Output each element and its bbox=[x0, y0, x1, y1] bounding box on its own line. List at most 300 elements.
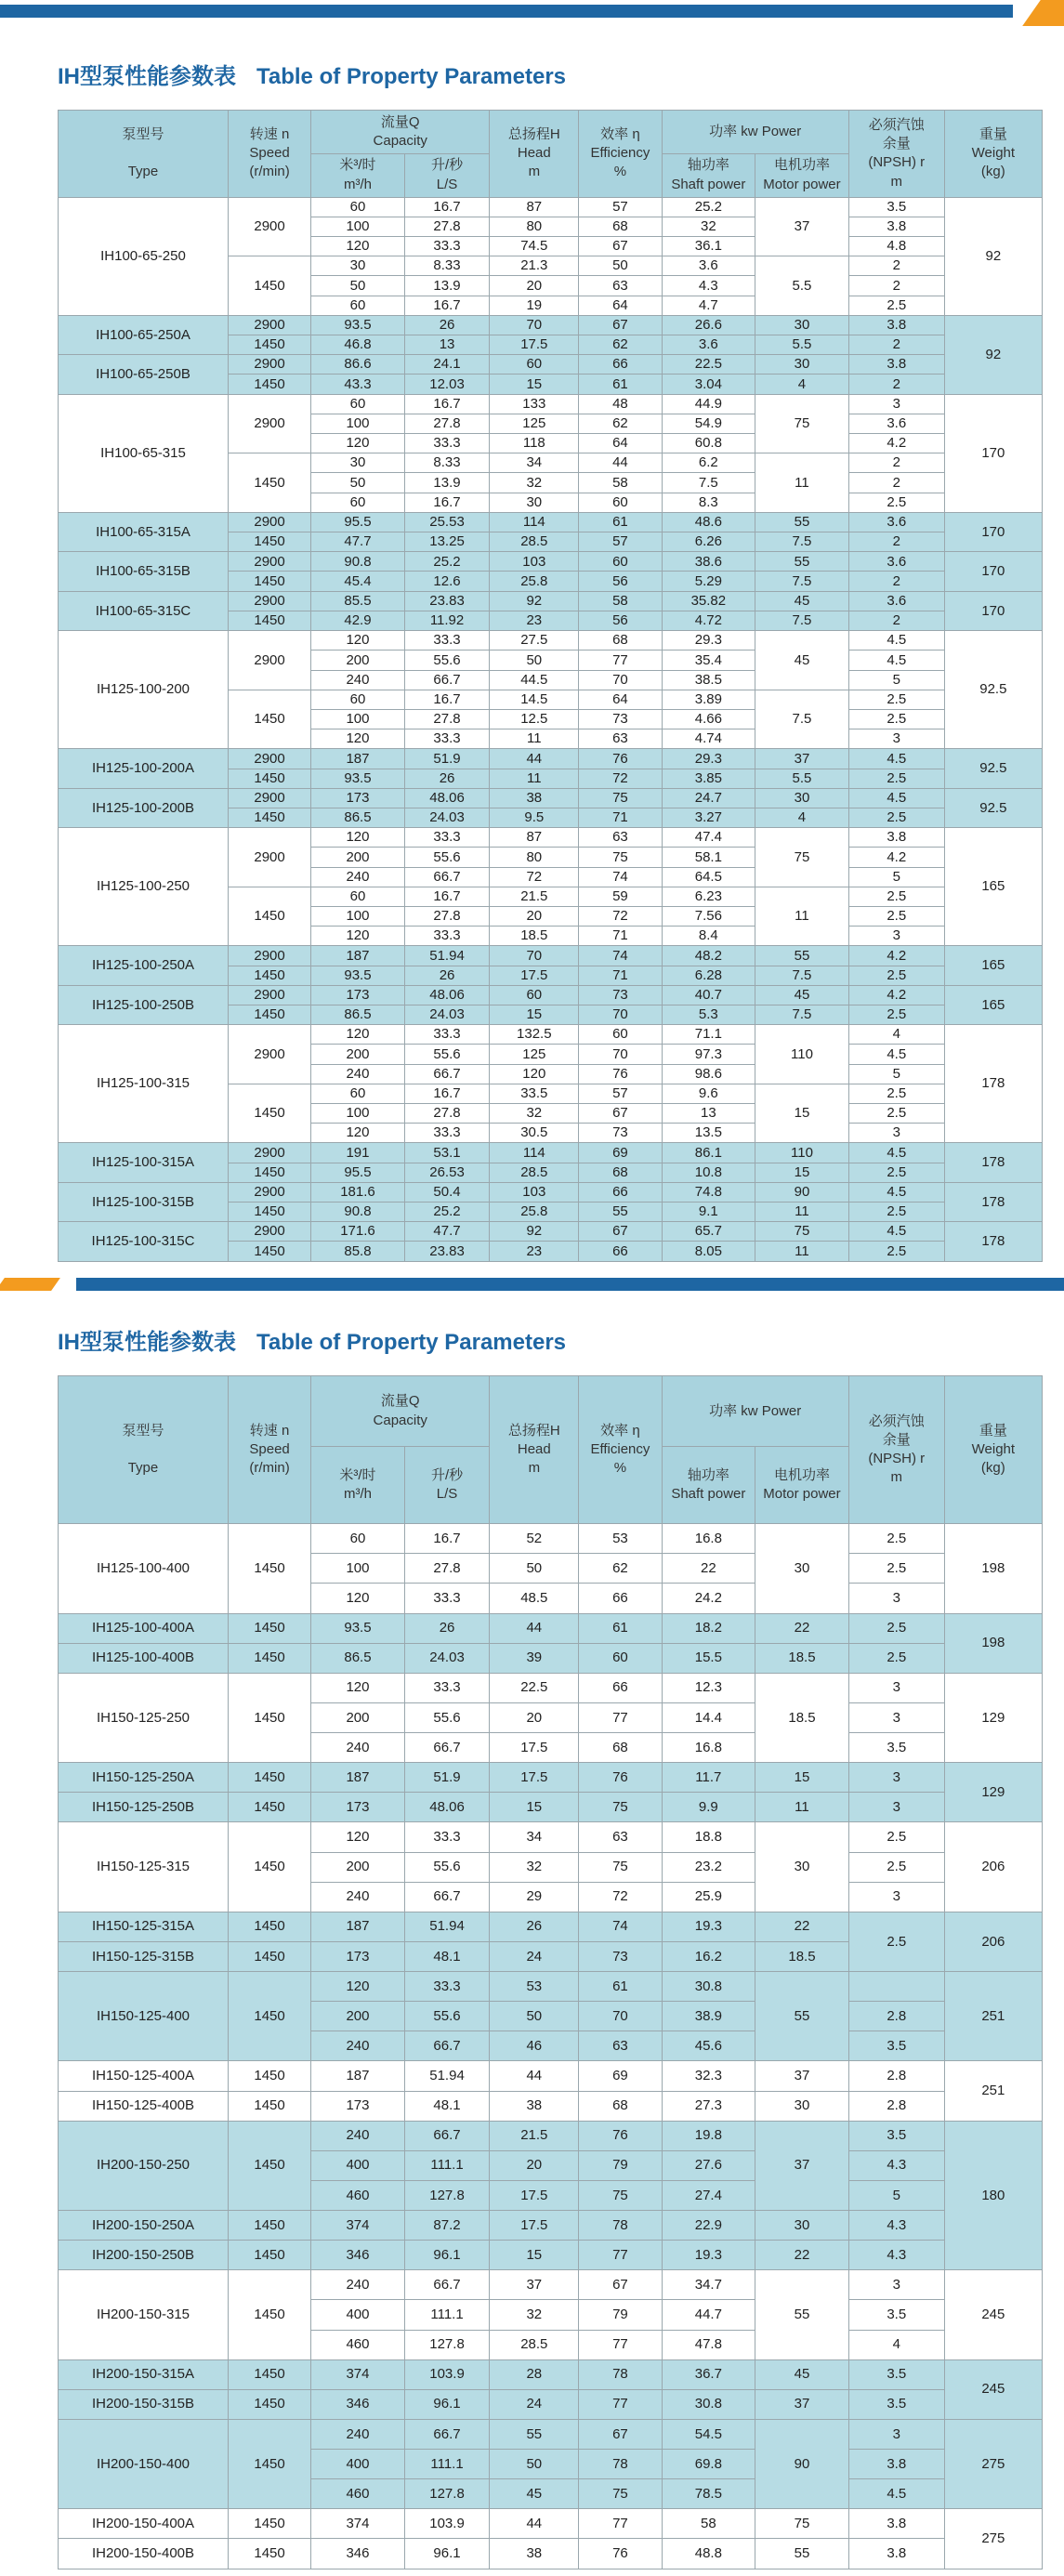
shaft-power: 29.3 bbox=[662, 631, 755, 651]
capacity-ls: 66.7 bbox=[404, 867, 490, 887]
head: 28.5 bbox=[490, 1163, 579, 1182]
head: 34 bbox=[490, 453, 579, 473]
table-row bbox=[59, 1972, 1043, 2002]
npsh: 2.5 bbox=[848, 769, 944, 788]
shaft-power: 4.74 bbox=[662, 729, 755, 749]
head: 103 bbox=[490, 552, 579, 572]
speed: 1450 bbox=[228, 532, 310, 552]
capacity-m3h: 240 bbox=[311, 2419, 405, 2449]
efficiency: 67 bbox=[579, 2419, 662, 2449]
table-row bbox=[59, 2091, 1043, 2121]
head: 20 bbox=[490, 906, 579, 926]
head: 44.5 bbox=[490, 670, 579, 690]
capacity-ls: 16.7 bbox=[404, 690, 490, 709]
speed: 1450 bbox=[228, 2211, 310, 2241]
head: 37 bbox=[490, 2270, 579, 2300]
capacity-m3h: 86.5 bbox=[311, 1005, 405, 1024]
weight: 251 bbox=[944, 1972, 1042, 2061]
efficiency: 71 bbox=[579, 966, 662, 985]
weight: 92.5 bbox=[944, 749, 1042, 788]
capacity-m3h: 200 bbox=[311, 1045, 405, 1064]
motor-power: 55 bbox=[755, 512, 849, 532]
shaft-power: 5.3 bbox=[662, 1005, 755, 1024]
efficiency: 70 bbox=[579, 1045, 662, 1064]
head: 21.5 bbox=[490, 2121, 579, 2150]
weight: 170 bbox=[944, 552, 1042, 591]
head: 39 bbox=[490, 1643, 579, 1673]
capacity-ls: 66.7 bbox=[404, 2031, 490, 2061]
capacity-ls: 33.3 bbox=[404, 1584, 490, 1613]
efficiency: 77 bbox=[579, 2241, 662, 2270]
capacity-ls: 47.7 bbox=[404, 1222, 490, 1242]
shaft-power: 47.8 bbox=[662, 2330, 755, 2359]
pump-type: IH125-100-200B bbox=[59, 788, 229, 827]
capacity-ls: 25.53 bbox=[404, 512, 490, 532]
speed: 2900 bbox=[228, 946, 310, 966]
table-row bbox=[59, 1182, 1043, 1202]
shaft-power: 3.85 bbox=[662, 769, 755, 788]
shaft-power: 27.6 bbox=[662, 2150, 755, 2180]
pump-type: IH150-125-315B bbox=[59, 1941, 229, 1971]
speed: 1450 bbox=[228, 2241, 310, 2270]
efficiency: 79 bbox=[579, 2150, 662, 2180]
shaft-power: 4.7 bbox=[662, 296, 755, 315]
efficiency: 76 bbox=[579, 2121, 662, 2150]
motor-power: 45 bbox=[755, 591, 849, 611]
shaft-power: 47.4 bbox=[662, 828, 755, 848]
col-header-cap-m3h: 米³/时 m³/h bbox=[311, 1447, 405, 1524]
speed: 1450 bbox=[228, 1242, 310, 1262]
npsh: 3.5 bbox=[848, 2121, 944, 2150]
table-row bbox=[59, 946, 1043, 966]
capacity-ls: 55.6 bbox=[404, 1702, 490, 1732]
head: 53 bbox=[490, 1972, 579, 2002]
capacity-ls: 16.7 bbox=[404, 1524, 490, 1554]
efficiency: 67 bbox=[579, 315, 662, 335]
table-row bbox=[59, 2241, 1043, 2270]
table-row bbox=[59, 2509, 1043, 2539]
head: 125 bbox=[490, 414, 579, 433]
npsh: 3.5 bbox=[848, 1733, 944, 1763]
shaft-power: 30.8 bbox=[662, 1972, 755, 2002]
table-row bbox=[59, 1912, 1043, 1941]
capacity-ls: 27.8 bbox=[404, 1554, 490, 1584]
capacity-ls: 13.9 bbox=[404, 473, 490, 493]
head: 23 bbox=[490, 611, 579, 630]
efficiency: 68 bbox=[579, 217, 662, 236]
capacity-ls: 96.1 bbox=[404, 2539, 490, 2569]
npsh: 2 bbox=[848, 572, 944, 591]
head: 20 bbox=[490, 276, 579, 296]
shaft-power: 27.4 bbox=[662, 2180, 755, 2210]
weight: 92.5 bbox=[944, 631, 1042, 749]
npsh: 5 bbox=[848, 867, 944, 887]
capacity-ls: 33.3 bbox=[404, 1972, 490, 2002]
head: 50 bbox=[490, 2002, 579, 2031]
npsh: 2.5 bbox=[848, 808, 944, 827]
col-header-efficiency: 效率 η Efficiency % bbox=[579, 1376, 662, 1524]
performance-table-1 bbox=[58, 110, 1043, 1262]
capacity-ls: 111.1 bbox=[404, 2150, 490, 2180]
speed: 1450 bbox=[228, 572, 310, 591]
capacity-m3h: 95.5 bbox=[311, 512, 405, 532]
capacity-m3h: 374 bbox=[311, 2359, 405, 2389]
table-row bbox=[59, 552, 1043, 572]
capacity-m3h: 100 bbox=[311, 709, 405, 729]
motor-power: 45 bbox=[755, 2359, 849, 2389]
efficiency: 66 bbox=[579, 1182, 662, 1202]
speed: 1450 bbox=[228, 1524, 310, 1613]
npsh: 4.3 bbox=[848, 2211, 944, 2241]
performance-table-2 bbox=[58, 1375, 1043, 2569]
efficiency: 75 bbox=[579, 2479, 662, 2509]
motor-power: 18.5 bbox=[755, 1643, 849, 1673]
npsh: 2.5 bbox=[848, 1005, 944, 1024]
npsh: 3.8 bbox=[848, 355, 944, 375]
head: 120 bbox=[490, 1064, 579, 1084]
efficiency: 69 bbox=[579, 1143, 662, 1163]
npsh: 2.5 bbox=[848, 1554, 944, 1584]
capacity-ls: 51.9 bbox=[404, 749, 490, 769]
capacity-m3h: 85.5 bbox=[311, 591, 405, 611]
head: 28.5 bbox=[490, 532, 579, 552]
weight: 245 bbox=[944, 2270, 1042, 2359]
shaft-power: 36.1 bbox=[662, 237, 755, 256]
capacity-m3h: 45.4 bbox=[311, 572, 405, 591]
shaft-power: 18.8 bbox=[662, 1822, 755, 1852]
capacity-m3h: 120 bbox=[311, 434, 405, 453]
motor-power: 30 bbox=[755, 2091, 849, 2121]
capacity-m3h: 43.3 bbox=[311, 375, 405, 394]
head: 20 bbox=[490, 2150, 579, 2180]
head: 19 bbox=[490, 296, 579, 315]
head: 52 bbox=[490, 1524, 579, 1554]
capacity-m3h: 240 bbox=[311, 2270, 405, 2300]
capacity-ls: 16.7 bbox=[404, 887, 490, 906]
shaft-power: 64.5 bbox=[662, 867, 755, 887]
head: 28 bbox=[490, 2359, 579, 2389]
head: 24 bbox=[490, 1941, 579, 1971]
capacity-ls: 66.7 bbox=[404, 1064, 490, 1084]
motor-power: 30 bbox=[755, 1822, 849, 1912]
efficiency: 72 bbox=[579, 906, 662, 926]
table-row bbox=[59, 788, 1043, 808]
npsh: 2.5 bbox=[848, 1852, 944, 1882]
head: 17.5 bbox=[490, 2180, 579, 2210]
shaft-power: 54.5 bbox=[662, 2419, 755, 2449]
efficiency: 61 bbox=[579, 375, 662, 394]
shaft-power: 44.9 bbox=[662, 394, 755, 414]
npsh: 4.5 bbox=[848, 651, 944, 670]
npsh: 4 bbox=[848, 2330, 944, 2359]
capacity-m3h: 400 bbox=[311, 2150, 405, 2180]
capacity-ls: 13.25 bbox=[404, 532, 490, 552]
capacity-m3h: 60 bbox=[311, 493, 405, 512]
head: 32 bbox=[490, 2300, 579, 2330]
head: 15 bbox=[490, 1793, 579, 1822]
efficiency: 73 bbox=[579, 1124, 662, 1143]
shaft-power: 7.56 bbox=[662, 906, 755, 926]
table-row bbox=[59, 1673, 1043, 1702]
npsh: 4.2 bbox=[848, 985, 944, 1005]
motor-power: 37 bbox=[755, 2121, 849, 2210]
speed: 2900 bbox=[228, 1025, 310, 1084]
table-row bbox=[59, 2539, 1043, 2569]
capacity-m3h: 173 bbox=[311, 2091, 405, 2121]
motor-power: 37 bbox=[755, 2389, 849, 2419]
capacity-ls: 8.33 bbox=[404, 453, 490, 473]
capacity-m3h: 100 bbox=[311, 414, 405, 433]
capacity-m3h: 187 bbox=[311, 1763, 405, 1793]
capacity-m3h: 60 bbox=[311, 887, 405, 906]
table-row bbox=[59, 2389, 1043, 2419]
motor-power: 90 bbox=[755, 2419, 849, 2508]
capacity-ls: 55.6 bbox=[404, 1045, 490, 1064]
efficiency: 67 bbox=[579, 2270, 662, 2300]
efficiency: 70 bbox=[579, 1005, 662, 1024]
pump-type: IH200-150-315 bbox=[59, 2270, 229, 2359]
capacity-ls: 55.6 bbox=[404, 848, 490, 867]
shaft-power: 18.2 bbox=[662, 1613, 755, 1643]
speed: 1450 bbox=[228, 2270, 310, 2359]
pump-type: IH200-150-400 bbox=[59, 2419, 229, 2508]
speed: 2900 bbox=[228, 1222, 310, 1242]
npsh: 3.8 bbox=[848, 2509, 944, 2539]
pump-type: IH125-100-315B bbox=[59, 1182, 229, 1221]
npsh: 3 bbox=[848, 927, 944, 946]
motor-power: 30 bbox=[755, 355, 849, 375]
capacity-m3h: 30 bbox=[311, 453, 405, 473]
pump-type: IH125-100-400 bbox=[59, 1524, 229, 1613]
capacity-m3h: 120 bbox=[311, 1673, 405, 1702]
capacity-m3h: 86.6 bbox=[311, 355, 405, 375]
capacity-ls: 111.1 bbox=[404, 2300, 490, 2330]
shaft-power: 14.4 bbox=[662, 1702, 755, 1732]
head: 30.5 bbox=[490, 1124, 579, 1143]
weight: 165 bbox=[944, 985, 1042, 1024]
head: 80 bbox=[490, 217, 579, 236]
table-row bbox=[59, 1143, 1043, 1163]
head: 48.5 bbox=[490, 1584, 579, 1613]
npsh: 3 bbox=[848, 2270, 944, 2300]
speed: 1450 bbox=[228, 769, 310, 788]
capacity-m3h: 173 bbox=[311, 985, 405, 1005]
capacity-m3h: 346 bbox=[311, 2539, 405, 2569]
pump-type: IH100-65-250 bbox=[59, 197, 229, 315]
pump-type: IH125-100-250A bbox=[59, 946, 229, 985]
shaft-power: 3.27 bbox=[662, 808, 755, 827]
capacity-ls: 66.7 bbox=[404, 2270, 490, 2300]
capacity-ls: 33.3 bbox=[404, 434, 490, 453]
head: 32 bbox=[490, 1852, 579, 1882]
shaft-power: 45.6 bbox=[662, 2031, 755, 2061]
col-header-cap-ls: 升/秒 L/S bbox=[404, 1447, 490, 1524]
capacity-m3h: 60 bbox=[311, 690, 405, 709]
capacity-ls: 127.8 bbox=[404, 2479, 490, 2509]
capacity-ls: 33.3 bbox=[404, 1822, 490, 1852]
col-header-npsh: 必须汽蚀 余量 (NPSH) r m bbox=[848, 111, 944, 198]
capacity-ls: 55.6 bbox=[404, 651, 490, 670]
npsh: 2.8 bbox=[848, 2002, 944, 2031]
capacity-m3h: 200 bbox=[311, 1702, 405, 1732]
motor-power: 110 bbox=[755, 1025, 849, 1084]
head: 132.5 bbox=[490, 1025, 579, 1045]
shaft-power: 24.7 bbox=[662, 788, 755, 808]
shaft-power: 38.6 bbox=[662, 552, 755, 572]
shaft-power: 60.8 bbox=[662, 434, 755, 453]
efficiency: 68 bbox=[579, 2091, 662, 2121]
npsh: 3.5 bbox=[848, 2389, 944, 2419]
shaft-power: 32 bbox=[662, 217, 755, 236]
pump-type: IH200-150-315A bbox=[59, 2359, 229, 2389]
pump-type: IH125-100-250 bbox=[59, 828, 229, 946]
head: 17.5 bbox=[490, 2211, 579, 2241]
col-header-weight: 重量 Weight (kg) bbox=[944, 111, 1042, 198]
capacity-ls: 26.53 bbox=[404, 1163, 490, 1182]
shaft-power: 3.89 bbox=[662, 690, 755, 709]
npsh: 3.6 bbox=[848, 414, 944, 433]
npsh: 2.5 bbox=[848, 1912, 944, 1971]
head: 21.3 bbox=[490, 256, 579, 276]
efficiency: 66 bbox=[579, 1673, 662, 1702]
efficiency: 62 bbox=[579, 335, 662, 355]
shaft-power: 44.7 bbox=[662, 2300, 755, 2330]
table-row bbox=[59, 197, 1043, 217]
capacity-ls: 55.6 bbox=[404, 1852, 490, 1882]
npsh: 2.5 bbox=[848, 1242, 944, 1262]
efficiency: 68 bbox=[579, 1733, 662, 1763]
npsh: 3.8 bbox=[848, 828, 944, 848]
efficiency: 62 bbox=[579, 1554, 662, 1584]
table-row bbox=[59, 1025, 1043, 1045]
shaft-power: 24.2 bbox=[662, 1584, 755, 1613]
capacity-ls: 66.7 bbox=[404, 1733, 490, 1763]
capacity-m3h: 200 bbox=[311, 848, 405, 867]
shaft-power: 25.2 bbox=[662, 197, 755, 217]
capacity-ls: 23.83 bbox=[404, 591, 490, 611]
table-row bbox=[59, 1613, 1043, 1643]
motor-power: 30 bbox=[755, 788, 849, 808]
motor-power: 7.5 bbox=[755, 611, 849, 630]
shaft-power: 38.5 bbox=[662, 670, 755, 690]
capacity-ls: 48.1 bbox=[404, 2091, 490, 2121]
efficiency: 57 bbox=[579, 532, 662, 552]
motor-power: 90 bbox=[755, 1182, 849, 1202]
shaft-power: 19.3 bbox=[662, 2241, 755, 2270]
capacity-ls: 51.9 bbox=[404, 1763, 490, 1793]
speed: 2900 bbox=[228, 552, 310, 572]
efficiency: 44 bbox=[579, 453, 662, 473]
motor-power: 5.5 bbox=[755, 769, 849, 788]
shaft-power: 10.8 bbox=[662, 1163, 755, 1182]
weight: 129 bbox=[944, 1763, 1042, 1822]
table-row bbox=[59, 2270, 1043, 2300]
shaft-power: 15.5 bbox=[662, 1643, 755, 1673]
capacity-ls: 127.8 bbox=[404, 2330, 490, 2359]
weight: 165 bbox=[944, 946, 1042, 985]
motor-power: 22 bbox=[755, 2241, 849, 2270]
npsh: 3.6 bbox=[848, 591, 944, 611]
motor-power: 37 bbox=[755, 749, 849, 769]
pump-type: IH125-100-400B bbox=[59, 1643, 229, 1673]
head: 44 bbox=[490, 2061, 579, 2091]
weight: 198 bbox=[944, 1524, 1042, 1613]
npsh bbox=[848, 1972, 944, 2002]
speed: 1450 bbox=[228, 2121, 310, 2210]
capacity-m3h: 346 bbox=[311, 2241, 405, 2270]
pump-type: IH100-65-250A bbox=[59, 315, 229, 354]
capacity-ls: 33.3 bbox=[404, 1025, 490, 1045]
speed: 1450 bbox=[228, 690, 310, 749]
capacity-ls: 51.94 bbox=[404, 946, 490, 966]
capacity-m3h: 120 bbox=[311, 1025, 405, 1045]
shaft-power: 9.9 bbox=[662, 1793, 755, 1822]
capacity-m3h: 173 bbox=[311, 788, 405, 808]
table-row bbox=[59, 394, 1043, 414]
capacity-m3h: 50 bbox=[311, 276, 405, 296]
capacity-m3h: 42.9 bbox=[311, 611, 405, 630]
npsh: 3 bbox=[848, 394, 944, 414]
head: 118 bbox=[490, 434, 579, 453]
efficiency: 76 bbox=[579, 1763, 662, 1793]
head: 50 bbox=[490, 1554, 579, 1584]
pump-type: IH200-150-250B bbox=[59, 2241, 229, 2270]
col-header-motor-power: 电机功率 Motor power bbox=[755, 1447, 849, 1524]
capacity-ls: 26 bbox=[404, 966, 490, 985]
npsh: 5 bbox=[848, 2180, 944, 2210]
capacity-m3h: 90.8 bbox=[311, 552, 405, 572]
title-en: Table of Property Parameters bbox=[256, 64, 567, 89]
table-row bbox=[59, 985, 1043, 1005]
head: 18.5 bbox=[490, 927, 579, 946]
capacity-m3h: 181.6 bbox=[311, 1182, 405, 1202]
capacity-m3h: 120 bbox=[311, 1972, 405, 2002]
efficiency: 79 bbox=[579, 2300, 662, 2330]
capacity-ls: 51.94 bbox=[404, 2061, 490, 2091]
shaft-power: 3.6 bbox=[662, 256, 755, 276]
efficiency: 77 bbox=[579, 651, 662, 670]
npsh: 2.8 bbox=[848, 2061, 944, 2091]
capacity-m3h: 120 bbox=[311, 927, 405, 946]
speed: 1450 bbox=[228, 1673, 310, 1762]
efficiency: 58 bbox=[579, 591, 662, 611]
npsh: 2.5 bbox=[848, 1643, 944, 1673]
head: 70 bbox=[490, 315, 579, 335]
table-row bbox=[59, 355, 1043, 375]
motor-power: 75 bbox=[755, 828, 849, 887]
speed: 1450 bbox=[228, 1763, 310, 1793]
weight: 170 bbox=[944, 394, 1042, 512]
motor-power: 11 bbox=[755, 1202, 849, 1221]
speed: 1450 bbox=[228, 966, 310, 985]
efficiency: 67 bbox=[579, 1103, 662, 1123]
weight: 170 bbox=[944, 591, 1042, 630]
capacity-ls: 26 bbox=[404, 769, 490, 788]
capacity-m3h: 85.8 bbox=[311, 1242, 405, 1262]
npsh: 4.2 bbox=[848, 434, 944, 453]
table-row bbox=[59, 1222, 1043, 1242]
head: 87 bbox=[490, 828, 579, 848]
capacity-m3h: 400 bbox=[311, 2450, 405, 2479]
speed: 1450 bbox=[228, 611, 310, 630]
capacity-m3h: 93.5 bbox=[311, 1613, 405, 1643]
pump-type: IH200-150-400B bbox=[59, 2539, 229, 2569]
efficiency: 61 bbox=[579, 1613, 662, 1643]
capacity-m3h: 346 bbox=[311, 2389, 405, 2419]
efficiency: 66 bbox=[579, 355, 662, 375]
capacity-m3h: 60 bbox=[311, 1524, 405, 1554]
head: 33.5 bbox=[490, 1084, 579, 1103]
